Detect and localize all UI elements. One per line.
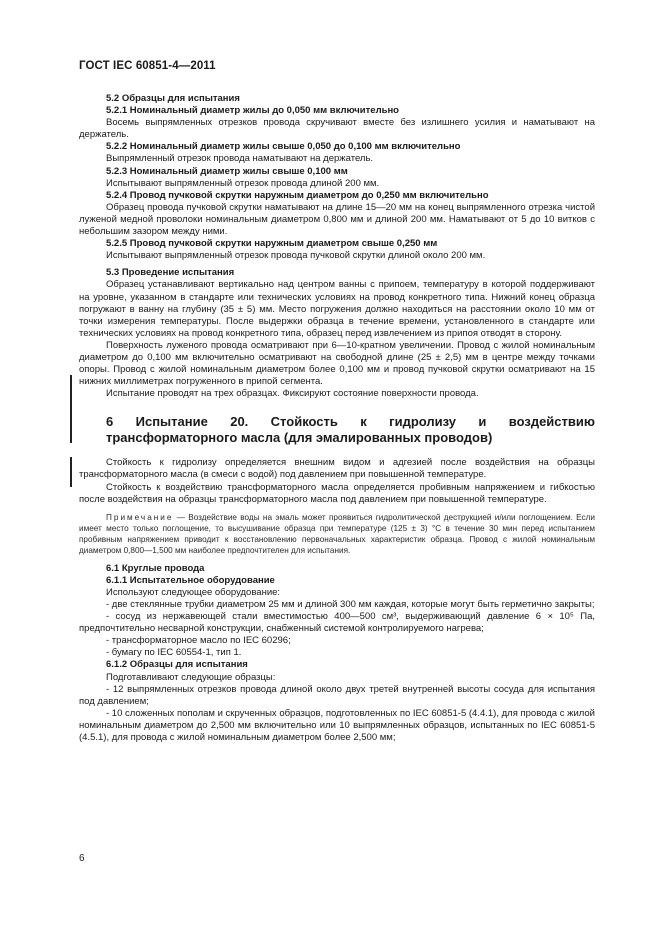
note-label: Примечание xyxy=(106,512,174,522)
paragraph: Испытание проводят на трех образцах. Фиксируют состояние поверхности провода. xyxy=(106,388,479,400)
chapter-heading: 6 Испытание 20. Стойкость к гидролизу и воздействию трансформаторного масла (для эмалированных проводов) xyxy=(106,414,595,445)
subsection-heading: 6.1.2 Образцы для испытания xyxy=(106,659,248,671)
list-item: - 10 сложенных пополам и скрученных образцов, подготовленных по IEC 60851-5 (4.4.1), для провода с жилой номинальным диаметром до 2,500 мм включительно или 10 выпрямленных образцов, испытанных по IEC 60851-5 (4.5.1), для провода с жилой номинальным диаметром более 2,500 мм; xyxy=(79,707,595,744)
revision-bar xyxy=(70,375,72,443)
subsection-heading: 5.2.2 Номинальный диаметр жилы свыше 0,050 до 0,100 мм включительно xyxy=(106,141,461,153)
paragraph: Испытывают выпрямленный отрезок провода длиной 200 мм. xyxy=(106,177,380,189)
paragraph: Образец провода пучковой скрутки наматывают на длине 15—20 мм на конец выпрямленного отрезка чистой луженой медной проволоки номинальным диаметром 0,800 мм и длиной 200 мм. Наматывают от 5 до 10 витков с небольшим зазором между ними. xyxy=(79,201,595,238)
paragraph: Подготавливают следующие образцы: xyxy=(106,671,276,683)
list-item: - бумагу по IEC 60554-1, тип 1. xyxy=(106,647,242,659)
subsection-heading: 6.1.1 Испытательное оборудование xyxy=(106,574,275,586)
subsection-heading: 5.2.5 Провод пучковой скрутки наружным диаметром свыше 0,250 мм xyxy=(106,238,438,250)
section-heading: 5.3 Проведение испытания xyxy=(106,267,235,279)
paragraph: Используют следующее оборудование: xyxy=(106,586,281,598)
note-text: — Воздействие воды на эмаль может проявиться гидролитической деструкцией и/или поглощением. Если имеет место только поглощение, то высушивание образца при температуре (125 ± 3) °С в течение 30 мин перед испытанием пробивным напряжением приводит к восстановлению первоначальных характеристик образца. Провод с жилой номинальным диаметром 0,800—1,500 мм наиболее предпочтителен для испытания. xyxy=(79,512,595,555)
list-item: - две стеклянные трубки диаметром 25 мм и длиной 300 мм каждая, которые могут быть герметично закрыты; xyxy=(106,599,595,610)
paragraph: Стойкость к гидролизу определяется внешним видом и адгезией после воздействия на образцы трансформаторного масла (в смеси с водой) под давлением при повышенной температуре. xyxy=(79,457,595,481)
subsection-heading: 5.2.3 Номинальный диаметр жилы свыше 0,100 мм xyxy=(106,165,348,177)
section-heading: 5.2 Образцы для испытания xyxy=(106,93,240,104)
document-body xyxy=(79,93,595,744)
page-number: 6 xyxy=(79,853,85,864)
note xyxy=(79,512,595,556)
section-heading: 6.1 Круглые провода xyxy=(106,562,205,574)
list-item: - трансформаторное масло по IEC 60296; xyxy=(106,635,291,647)
paragraph: Стойкость к воздействию трансформаторного масла определяется пробивным напряжением и гибкостью после воздействия на образцы трансформаторного масла под давлением при повышенной температуре. xyxy=(79,481,595,505)
paragraph: Восемь выпрямленных отрезков провода скручивают вместе без излишнего усилия и наматывают на держатель. xyxy=(79,117,595,141)
paragraph: Выпрямленный отрезок провода наматывают на держатель. xyxy=(106,153,374,165)
document-header: ГОСТ IEC 60851-4—2011 xyxy=(79,60,216,72)
paragraph: Образец устанавливают вертикально над центром ванны с припоем, температуру в которой поддерживают на уровне, указанном в стандарте или технических условиях на провод конкретного типа. Нижний конец образца погружают в ванну на глубину (35 ± 5) мм. Место погружения должно находиться на расстоянии около 10 мм от точки измерения температуры. После выдержки образца в течение времени, установленного в стандарте или технических условиях на провод конкретного типа, образец перед извлечением из припоя отводят в сторону. xyxy=(79,279,595,339)
list-item: - 12 выпрямленных отрезков провода длиной около двух третей внутренней высоты сосуда для испытания под давлением; xyxy=(79,683,595,707)
paragraph: Испытывают выпрямленный отрезок провода пучковой скрутки длиной около 200 мм. xyxy=(106,250,486,262)
paragraph: Поверхность луженого провода осматривают при 6—10-кратном увеличении. Провод с жилой номинальным диаметром до 0,100 мм включительно осматривают на свободной длине (25 ± 2,5) мм в центре между точками опоры. Провод с жилой номинальным диаметром более 0,100 мм и провод пучковой скрутки осматривают на 15 нижних миллиметрах погруженного в припой сегмента. xyxy=(79,339,595,388)
list-item: - сосуд из нержавеющей стали вместимостью 400—500 см³, выдерживающий давление 6 × 10⁵ Па, предпочтительно несварной конструкции, снабженный системой контролируемого нагрева; xyxy=(79,611,595,635)
revision-bar xyxy=(70,457,72,487)
subsection-heading: 5.2.4 Провод пучковой скрутки наружным диаметром до 0,250 мм включительно xyxy=(106,189,489,201)
subsection-heading: 5.2.1 Номинальный диаметр жилы до 0,050 мм включительно xyxy=(106,105,399,117)
